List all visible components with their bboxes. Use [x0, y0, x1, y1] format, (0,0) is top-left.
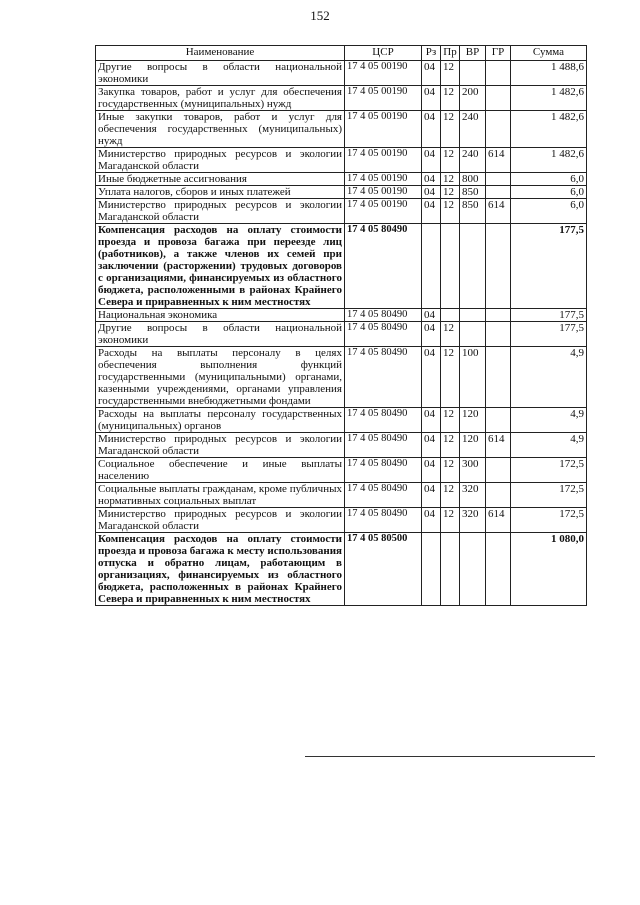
cell-csr: 17 4 05 00190: [345, 111, 422, 148]
column-header-sum: Сумма: [511, 46, 587, 61]
page-number: 152: [310, 8, 330, 23]
cell-gr: [486, 173, 511, 186]
table-row: [96, 86, 587, 111]
cell-gr: 614: [486, 508, 511, 533]
cell-name: Расходы на выплаты персоналу в целях обеспечения выполнения функций государственными (муниципальными) органами, казенными учреждениями, органами управления государственными внебюджетными фондами: [96, 347, 345, 408]
cell-pr: 12: [441, 483, 460, 508]
table-row: [96, 433, 587, 458]
column-header-pr: Пр: [441, 46, 460, 61]
cell-rz: 04: [422, 483, 441, 508]
cell-gr: [486, 224, 511, 309]
cell-pr: 12: [441, 433, 460, 458]
cell-pr: 12: [441, 86, 460, 111]
cell-name: Другие вопросы в области национальной экономики: [96, 322, 345, 347]
cell-sum: 177,5: [511, 224, 587, 309]
cell-rz: 04: [422, 86, 441, 111]
cell-sum: 1 482,6: [511, 86, 587, 111]
table-row: [96, 199, 587, 224]
cell-rz: 04: [422, 173, 441, 186]
cell-vr: [460, 533, 486, 606]
table-row: [96, 322, 587, 347]
cell-sum: 6,0: [511, 199, 587, 224]
cell-gr: 614: [486, 199, 511, 224]
cell-rz: 04: [422, 111, 441, 148]
cell-gr: 614: [486, 148, 511, 173]
cell-vr: [460, 224, 486, 309]
cell-rz: 04: [422, 61, 441, 86]
cell-name: Иные закупки товаров, работ и услуг для обеспечения государственных (муниципальных) нужд: [96, 111, 345, 148]
cell-rz: 04: [422, 199, 441, 224]
cell-vr: 240: [460, 148, 486, 173]
cell-vr: 800: [460, 173, 486, 186]
cell-name: Социальные выплаты гражданам, кроме публичных нормативных социальных выплат: [96, 483, 345, 508]
cell-vr: 240: [460, 111, 486, 148]
cell-rz: 04: [422, 508, 441, 533]
column-header-vr: ВР: [460, 46, 486, 61]
column-header-name: Наименование: [96, 46, 345, 61]
cell-vr: 120: [460, 408, 486, 433]
cell-csr: 17 4 05 00190: [345, 86, 422, 111]
cell-rz: 04: [422, 433, 441, 458]
cell-csr: 17 4 05 80490: [345, 458, 422, 483]
table-row: [96, 111, 587, 148]
cell-vr: 850: [460, 186, 486, 199]
cell-sum: 1 488,6: [511, 61, 587, 86]
cell-sum: 177,5: [511, 309, 587, 322]
cell-name: Другие вопросы в области национальной экономики: [96, 61, 345, 86]
cell-gr: [486, 61, 511, 86]
cell-pr: 12: [441, 61, 460, 86]
column-header-rz: Рз: [422, 46, 441, 61]
cell-csr: 17 4 05 80490: [345, 347, 422, 408]
cell-sum: 6,0: [511, 173, 587, 186]
cell-name: Уплата налогов, сборов и иных платежей: [96, 186, 345, 199]
table-row: [96, 408, 587, 433]
cell-pr: [441, 309, 460, 322]
cell-name: Расходы на выплаты персоналу государственных (муниципальных) органов: [96, 408, 345, 433]
cell-gr: [486, 186, 511, 199]
footer-divider: [305, 756, 595, 757]
table-row: [96, 483, 587, 508]
table-row: [96, 347, 587, 408]
cell-name: Компенсация расходов на оплату стоимости проезда и провоза багажа к месту использования отпуска и обратно лицам, работающим в организациях, финансируемых из областного бюджета, расположенных в районах Крайнего Севера и приравненных к ним местностях: [96, 533, 345, 606]
cell-pr: [441, 533, 460, 606]
cell-gr: [486, 111, 511, 148]
cell-vr: [460, 309, 486, 322]
cell-rz: [422, 224, 441, 309]
cell-name: Закупка товаров, работ и услуг для обеспечения государственных (муниципальных) нужд: [96, 86, 345, 111]
table-row: [96, 309, 587, 322]
cell-csr: 17 4 05 80490: [345, 408, 422, 433]
cell-rz: 04: [422, 186, 441, 199]
table-row: [96, 508, 587, 533]
cell-pr: [441, 224, 460, 309]
cell-gr: [486, 458, 511, 483]
cell-gr: [486, 347, 511, 408]
cell-name: Министерство природных ресурсов и экологии Магаданской области: [96, 199, 345, 224]
cell-pr: 12: [441, 322, 460, 347]
cell-vr: [460, 322, 486, 347]
cell-csr: 17 4 05 00190: [345, 61, 422, 86]
cell-csr: 17 4 05 80490: [345, 483, 422, 508]
cell-sum: 4,9: [511, 347, 587, 408]
cell-name: Компенсация расходов на оплату стоимости проезда и провоза багажа при переезде лиц (работников), а также членов их семей при заключении (расторжении) трудовых договоров с организациями, финансируемых из областного бюджета, расположенными в районах Крайнего Севера и приравненных к ним местностях: [96, 224, 345, 309]
cell-sum: 1 080,0: [511, 533, 587, 606]
cell-pr: 12: [441, 186, 460, 199]
cell-pr: 12: [441, 148, 460, 173]
cell-vr: 320: [460, 508, 486, 533]
column-header-csr: ЦСР: [345, 46, 422, 61]
table-row: [96, 61, 587, 86]
cell-csr: 17 4 05 80490: [345, 322, 422, 347]
cell-pr: 12: [441, 111, 460, 148]
cell-gr: [486, 408, 511, 433]
cell-sum: 4,9: [511, 433, 587, 458]
cell-csr: 17 4 05 80490: [345, 433, 422, 458]
cell-sum: 172,5: [511, 508, 587, 533]
cell-name: Министерство природных ресурсов и экологии Магаданской области: [96, 508, 345, 533]
cell-name: Иные бюджетные ассигнования: [96, 173, 345, 186]
table-row: [96, 458, 587, 483]
cell-gr: [486, 86, 511, 111]
cell-gr: [486, 322, 511, 347]
cell-vr: [460, 61, 486, 86]
cell-rz: 04: [422, 322, 441, 347]
cell-name: Министерство природных ресурсов и экологии Магаданской области: [96, 148, 345, 173]
cell-sum: 172,5: [511, 483, 587, 508]
table-body: [96, 61, 587, 606]
cell-vr: 320: [460, 483, 486, 508]
cell-rz: 04: [422, 458, 441, 483]
cell-sum: 172,5: [511, 458, 587, 483]
cell-sum: 6,0: [511, 186, 587, 199]
cell-pr: 12: [441, 173, 460, 186]
column-header-gr: ГР: [486, 46, 511, 61]
cell-vr: 100: [460, 347, 486, 408]
cell-sum: 177,5: [511, 322, 587, 347]
cell-sum: 1 482,6: [511, 148, 587, 173]
cell-csr: 17 4 05 00190: [345, 199, 422, 224]
cell-vr: 200: [460, 86, 486, 111]
cell-pr: 12: [441, 508, 460, 533]
cell-name: Социальное обеспечение и иные выплаты населению: [96, 458, 345, 483]
table-header-row: [96, 46, 587, 61]
budget-table: [95, 45, 587, 606]
table-row: [96, 186, 587, 199]
cell-csr: 17 4 05 80500: [345, 533, 422, 606]
cell-csr: 17 4 05 00190: [345, 186, 422, 199]
cell-gr: [486, 309, 511, 322]
cell-csr: 17 4 05 80490: [345, 224, 422, 309]
cell-pr: 12: [441, 408, 460, 433]
table-row: [96, 148, 587, 173]
cell-vr: 300: [460, 458, 486, 483]
cell-rz: 04: [422, 408, 441, 433]
cell-csr: 17 4 05 00190: [345, 173, 422, 186]
cell-name: Министерство природных ресурсов и экологии Магаданской области: [96, 433, 345, 458]
cell-rz: 04: [422, 309, 441, 322]
cell-vr: 850: [460, 199, 486, 224]
cell-gr: 614: [486, 433, 511, 458]
cell-sum: 4,9: [511, 408, 587, 433]
cell-gr: [486, 483, 511, 508]
cell-gr: [486, 533, 511, 606]
cell-pr: 12: [441, 199, 460, 224]
cell-csr: 17 4 05 00190: [345, 148, 422, 173]
cell-rz: [422, 533, 441, 606]
cell-name: Национальная экономика: [96, 309, 345, 322]
cell-pr: 12: [441, 458, 460, 483]
table-row: [96, 224, 587, 309]
cell-vr: 120: [460, 433, 486, 458]
cell-pr: 12: [441, 347, 460, 408]
cell-rz: 04: [422, 347, 441, 408]
cell-csr: 17 4 05 80490: [345, 508, 422, 533]
table-row: [96, 533, 587, 606]
cell-sum: 1 482,6: [511, 111, 587, 148]
table-row: [96, 173, 587, 186]
cell-rz: 04: [422, 148, 441, 173]
cell-csr: 17 4 05 80490: [345, 309, 422, 322]
